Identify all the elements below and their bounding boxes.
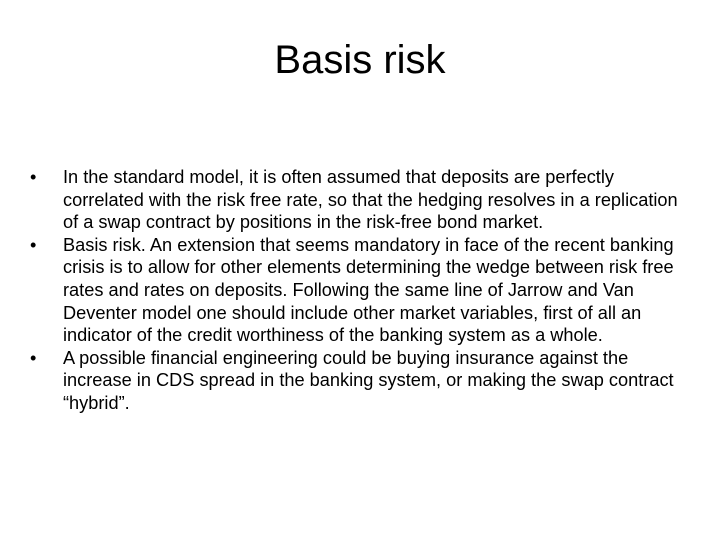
bullet-item (30, 166, 696, 234)
slide-title: Basis risk (274, 38, 446, 82)
bullet-text: Basis risk. An extension that seems mandatory in face of the recent banking crisis is to allow for other elements determining the wedge between risk free rates and rates on deposits. Following the same line of Jarrow and Van Deventer model one should include other market variables, first of all an indicator of the credit worthiness of the banking system as a whole. (63, 234, 674, 346)
bullet-text: In the standard model, it is often assumed that deposits are perfectly correlated with the risk free rate, so that the hedging resolves in a replication of a swap contract by positions in the risk-free bond market. (63, 167, 678, 233)
bullet-dot-icon: • (30, 347, 37, 368)
bullet-item (30, 234, 696, 347)
bullet-dot-icon: • (30, 167, 37, 187)
bullet-list (30, 166, 696, 415)
bullet-dot-icon: • (30, 234, 37, 255)
bullet-text: A possible financial engineering could be buying insurance against the increase in CDS spread in the banking system, or making the swap contract “hybrid”. (63, 347, 674, 413)
bullet-item (30, 347, 696, 415)
